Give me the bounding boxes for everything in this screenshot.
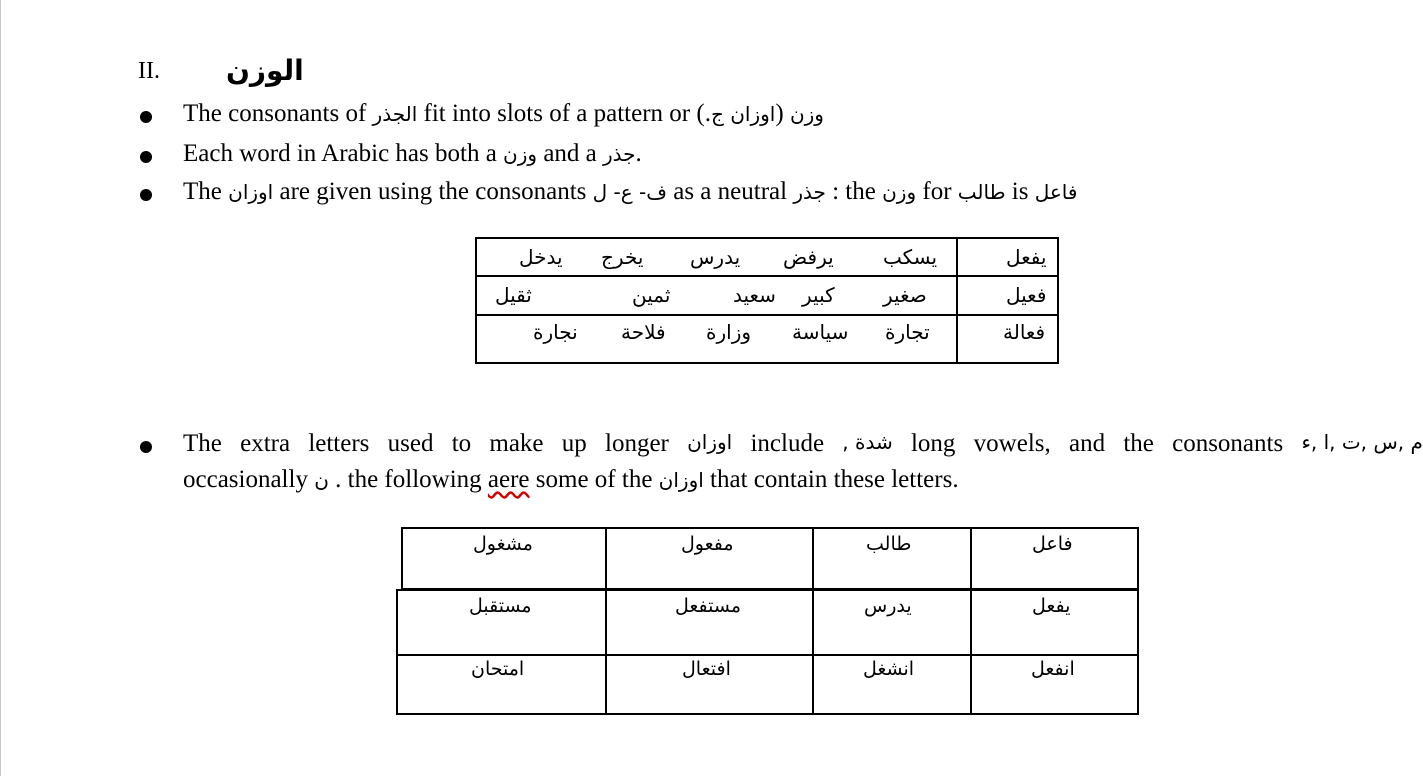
word: The bbox=[183, 430, 222, 457]
word: consonants bbox=[1172, 430, 1284, 457]
pattern-cell: انفعل bbox=[1031, 658, 1075, 680]
pattern-cell: مستفعل bbox=[675, 595, 742, 617]
arabic-term: ف- ع- ل bbox=[592, 180, 667, 204]
pattern-table bbox=[475, 237, 1059, 364]
pattern-cell: يفعل bbox=[1032, 595, 1071, 617]
arabic-term: وزن bbox=[503, 142, 538, 166]
bullet-dot bbox=[140, 111, 152, 123]
arabic-term: اوزان ج bbox=[710, 102, 776, 126]
example-cell: يدخل bbox=[519, 245, 563, 269]
text: .) bbox=[696, 100, 711, 127]
arabic-letters: م ,س ,ت ,ا ,ء bbox=[1301, 430, 1423, 454]
word: extra bbox=[240, 430, 291, 457]
word: longer bbox=[605, 430, 669, 457]
example-cell: يرفض bbox=[783, 245, 834, 269]
example-cell: امتحان bbox=[471, 658, 525, 680]
word: letters bbox=[308, 430, 370, 457]
example-cell: يدرس bbox=[864, 595, 912, 617]
arabic-term: ن bbox=[314, 468, 329, 492]
example-cell: يسكب bbox=[883, 245, 938, 269]
bullet-line-4b bbox=[183, 466, 959, 494]
example-cell: يخرج bbox=[601, 245, 644, 269]
text: . bbox=[635, 140, 642, 167]
example-cell: نجارة bbox=[533, 320, 578, 344]
arabic-term: شدة , bbox=[842, 430, 893, 454]
text: . the following bbox=[328, 466, 488, 493]
bullet-dot bbox=[140, 151, 152, 163]
word: used bbox=[387, 430, 434, 457]
word: to bbox=[451, 430, 472, 457]
table-divider bbox=[956, 239, 958, 362]
text: Each word in Arabic has both a bbox=[183, 140, 504, 167]
text: as a neutral bbox=[666, 178, 794, 205]
section-number: II. bbox=[138, 58, 160, 84]
arabic-term: فاعل bbox=[1034, 180, 1078, 204]
pattern-cell: فاعل bbox=[1032, 533, 1073, 555]
example-cell: يدرس bbox=[690, 245, 741, 269]
example-cell: ثمين bbox=[632, 283, 671, 307]
text: occasionally bbox=[183, 466, 315, 493]
text: is bbox=[1005, 178, 1035, 205]
example-cell: كبير bbox=[802, 283, 835, 307]
text: and a bbox=[537, 140, 604, 167]
pattern-cell: افتعال bbox=[682, 658, 731, 680]
arabic-term: اوزان bbox=[658, 468, 704, 492]
pattern-cell: فعيل bbox=[1006, 283, 1047, 307]
bullet-dot bbox=[140, 441, 152, 453]
example-cell: سياسة bbox=[792, 320, 849, 344]
text: The bbox=[183, 178, 229, 205]
example-cell: طالب bbox=[866, 533, 912, 555]
example-cell: فلاحة bbox=[621, 320, 666, 344]
example-cell: مشغول bbox=[473, 533, 533, 555]
example-cell: تجارة bbox=[885, 320, 930, 344]
text: ( bbox=[775, 100, 790, 127]
bullet-line-1 bbox=[183, 100, 824, 128]
arabic-term: اوزان bbox=[687, 430, 733, 454]
text: The consonants of bbox=[183, 100, 373, 127]
pattern-cell: مفعول bbox=[681, 533, 734, 555]
word: make bbox=[489, 430, 544, 457]
word: up bbox=[561, 430, 587, 457]
text: are given using the consonants bbox=[273, 178, 593, 205]
word: long bbox=[910, 430, 956, 457]
arabic-term: وزن bbox=[789, 102, 824, 126]
word: include bbox=[750, 430, 825, 457]
bullet-line-4 bbox=[183, 430, 1423, 458]
pattern-cell: يفعل bbox=[1006, 245, 1047, 269]
arabic-term: جذر bbox=[793, 180, 826, 204]
spellcheck-error-word[interactable]: aere bbox=[487, 466, 530, 493]
text: for bbox=[916, 178, 958, 205]
page-left-edge bbox=[0, 0, 1, 776]
example-cell: وزارة bbox=[706, 320, 752, 344]
bullet-line-2 bbox=[183, 140, 642, 168]
text: fit into slots of a pattern or bbox=[417, 100, 697, 127]
table-row-divider bbox=[477, 275, 1057, 277]
section-title: الوزن bbox=[226, 54, 304, 87]
table-row-divider bbox=[477, 314, 1057, 316]
arabic-term: وزن bbox=[882, 180, 917, 204]
text: : the bbox=[825, 178, 883, 205]
arabic-term: جذر bbox=[603, 142, 636, 166]
arabic-term: طالب bbox=[957, 180, 1006, 204]
word: the bbox=[1123, 430, 1154, 457]
arabic-term: الجذر bbox=[372, 102, 418, 126]
word: and bbox=[1068, 430, 1106, 457]
example-cell: مستقبل bbox=[469, 595, 532, 617]
text: some of the bbox=[529, 466, 659, 493]
arabic-term: اوزان bbox=[228, 180, 274, 204]
bullet-line-3 bbox=[183, 178, 1077, 206]
example-cell: انشغل bbox=[863, 658, 915, 680]
text: that contain these letters. bbox=[703, 466, 959, 493]
bullet-dot bbox=[140, 189, 152, 201]
pattern-cell: فعالة bbox=[1003, 320, 1046, 344]
example-cell: صغير bbox=[883, 283, 927, 307]
example-cell: ثقيل bbox=[495, 283, 532, 307]
word: vowels, bbox=[973, 430, 1051, 457]
example-cell: سعيد bbox=[733, 283, 776, 307]
